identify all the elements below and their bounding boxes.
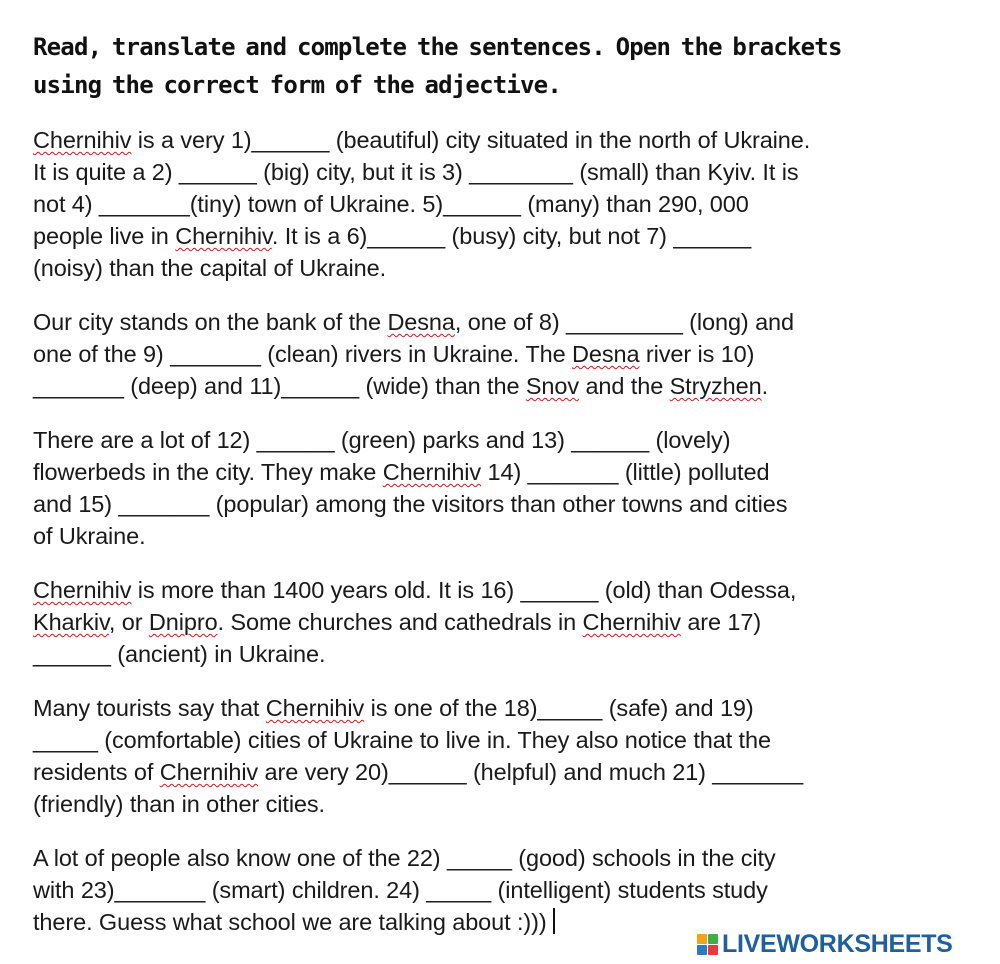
paragraph-1 <box>33 124 978 284</box>
text-line: Chernihiv is a very 1)______ (beautiful) city situated in the north of Ukraine. <box>33 127 811 153</box>
paragraph-5 <box>33 692 978 820</box>
text-line: Chernihiv is more than 1400 years old. It is 16) ______ (old) than Odessa, <box>33 577 797 603</box>
text-line: with 23)_______ (smart) children. 24) _____ (intelligent) students study <box>33 877 768 903</box>
text-line: A lot of people also know one of the 22) _____ (good) schools in the city <box>33 845 776 871</box>
spellcheck-word: Snov <box>525 373 580 399</box>
heading-line-2: using the correct form of the adjective. <box>33 71 561 99</box>
logo-mark-square <box>697 945 707 955</box>
text-line: people live in Chernihiv. It is a 6)______ (busy) city, but not 7) ______ <box>33 223 752 249</box>
text-line-last: there. Guess what school we are talking about :))) <box>33 909 547 935</box>
text-line: of Ukraine. <box>33 523 146 549</box>
text-line: Our city stands on the bank of the Desna, one of 8) _________ (long) and <box>33 309 794 335</box>
text-line: _____ (comfortable) cities of Ukraine to live in. They also notice that the <box>33 727 771 753</box>
heading-line-1: Read, translate and complete the sentences. Open the brackets <box>33 33 842 61</box>
text-line: It is quite a 2) ______ (big) city, but it is 3) ________ (small) than Kyiv. It is <box>33 159 799 185</box>
logo-text: LIVEWORKSHEETS <box>722 929 953 958</box>
logo-mark-square <box>708 934 718 944</box>
paragraph-4 <box>33 574 978 670</box>
spellcheck-word: Chernihiv <box>33 127 132 153</box>
text-line: not 4) _______(tiny) town of Ukraine. 5)______ (many) than 290, 000 <box>33 191 749 217</box>
text-line: one of the 9) _______ (clean) rivers in Ukraine. The Desna river is 10) <box>33 341 755 367</box>
paragraph-6 <box>33 842 978 938</box>
text-line: There are a lot of 12) ______ (green) parks and 13) ______ (lovely) <box>33 427 731 453</box>
text-line: (friendly) than in other cities. <box>33 791 325 817</box>
text-line: ______ (ancient) in Ukraine. <box>33 641 326 667</box>
text-line: Many tourists say that Chernihiv is one of the 18)_____ (safe) and 19) <box>33 695 754 721</box>
spellcheck-word: Chernihiv <box>382 459 482 485</box>
spellcheck-word: Dnipro <box>148 609 218 635</box>
text-line: and 15) _______ (popular) among the visitors than other towns and cities <box>33 491 788 517</box>
paragraph-2 <box>33 306 978 402</box>
spellcheck-word: Chernihiv <box>265 695 365 721</box>
text-line: residents of Chernihiv are very 20)______ (helpful) and much 21) _______ <box>33 759 804 785</box>
spellcheck-word: Kharkiv <box>33 609 109 635</box>
spellcheck-word: Stryzhen <box>669 373 762 399</box>
text-line: flowerbeds in the city. They make Chernihiv 14) _______ (little) polluted <box>33 459 770 485</box>
logo-mark-square <box>708 945 718 955</box>
spellcheck-word: Chernihiv <box>582 609 681 635</box>
spellcheck-word: Chernihiv <box>159 759 259 785</box>
logo-mark-square <box>697 934 707 944</box>
text-line: Kharkiv, or Dnipro. Some churches and cathedrals in Chernihiv are 17) <box>33 609 762 635</box>
spellcheck-word: Desna <box>572 341 640 367</box>
liveworksheets-logo[interactable] <box>697 929 953 959</box>
liveworksheets-logo-icon <box>697 934 718 955</box>
instructions-heading <box>33 28 963 104</box>
spellcheck-word: Desna <box>387 309 455 335</box>
text-line: (noisy) than the capital of Ukraine. <box>33 255 386 281</box>
spellcheck-word: Chernihiv <box>33 577 132 603</box>
text-line: _______ (deep) and 11)______ (wide) than the Snov and the Stryzhen. <box>33 373 768 399</box>
text-cursor <box>553 908 555 934</box>
spellcheck-word: Chernihiv <box>175 223 272 249</box>
paragraph-3 <box>33 424 978 552</box>
